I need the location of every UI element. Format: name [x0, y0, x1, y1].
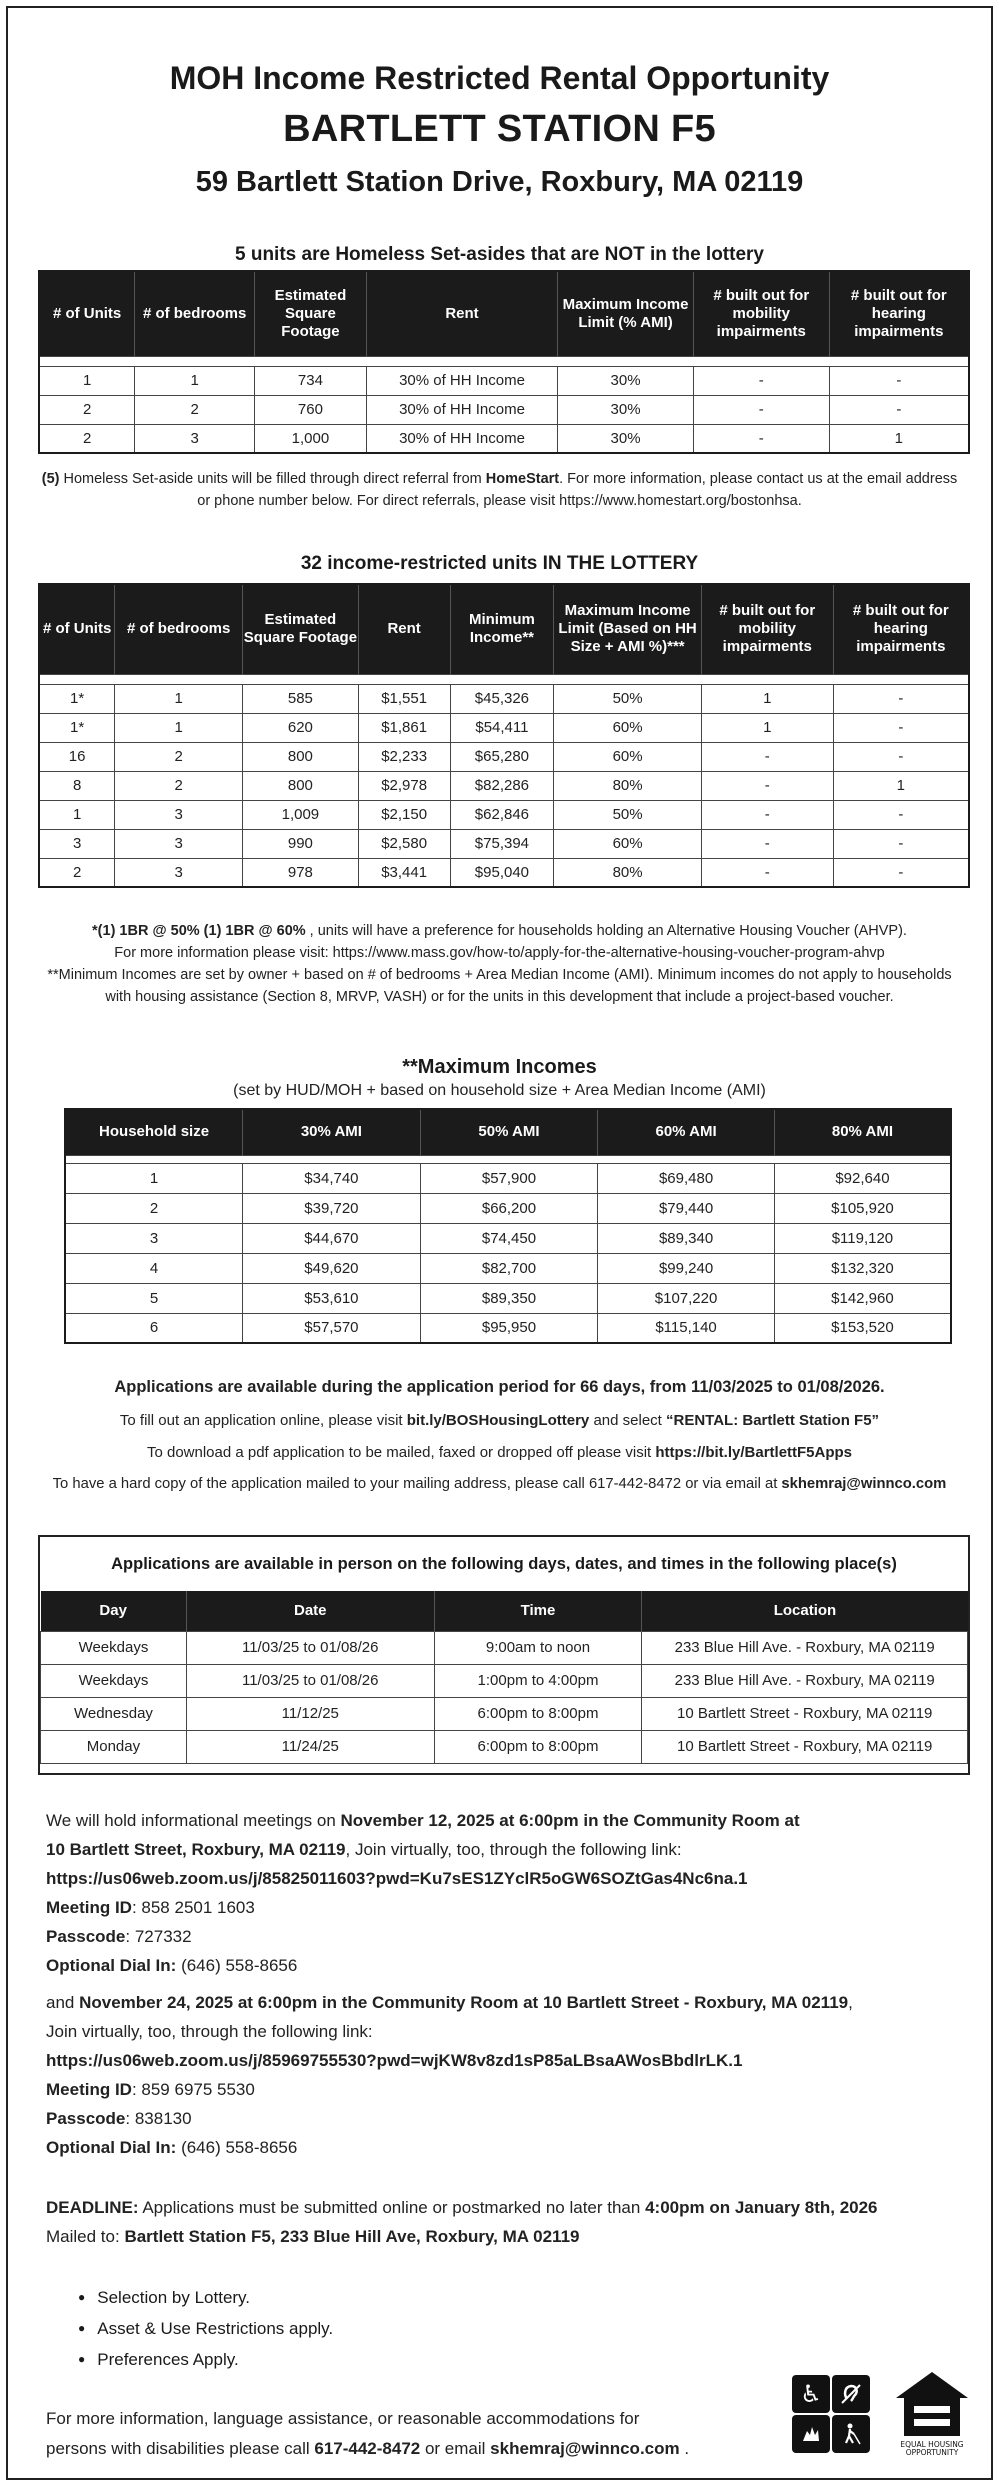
table-cell: 1,000: [255, 424, 367, 453]
application-mail: [8, 1476, 991, 1492]
accessibility-icons: [792, 2375, 870, 2453]
table-cell: -: [693, 395, 829, 424]
lottery-header-2: Estimated Square Footage: [243, 584, 359, 674]
table-cell: 11/24/25: [186, 1730, 434, 1763]
table-cell: 80%: [554, 771, 702, 800]
table-cell: 4: [65, 1253, 243, 1283]
title-line-1: MOH Income Restricted Rental Opportunity: [169, 60, 830, 96]
meeting-1-when: November 12, 2025 at 6:00pm in the Community Room at: [340, 1811, 800, 1830]
meeting-1-passcode: [46, 1922, 961, 1951]
lottery-note-1-rest: , units will have a preference for households holding an Alternative Housing Voucher (AHVP).: [305, 923, 907, 939]
in-person-table: [40, 1591, 968, 1764]
meeting-2-zoom-link[interactable]: https://us06web.zoom.us/j/85969755530?pwd=wjKW8v8zd1sP85aLBsaAWosBbdlrLK.1: [46, 2051, 743, 2070]
table-cell: $57,900: [420, 1163, 598, 1193]
footer-email[interactable]: skhemraj@winnco.com: [490, 2439, 680, 2458]
homeless-title: 5 units are Homeless Set-asides that are NOT in the lottery: [235, 244, 764, 265]
lottery-note-1-bold: *(1) 1BR @ 50% (1) 1BR @ 60%: [92, 923, 306, 939]
table-cell: 2: [39, 395, 135, 424]
lottery-header-5: Maximum Income Limit (Based on HH Size + AMI %)***: [554, 584, 702, 674]
application-online: [8, 1412, 991, 1429]
table-cell: 11/03/25 to 01/08/26: [186, 1631, 434, 1664]
table-cell: 6: [65, 1313, 243, 1343]
table-cell: 1: [829, 424, 969, 453]
spacer-cell: [65, 1155, 951, 1163]
max-incomes-header-0: Household size: [65, 1109, 243, 1155]
meeting-1-link[interactable]: [46, 1864, 961, 1893]
table-cell: $1,861: [358, 713, 450, 742]
table-cell: $132,320: [774, 1253, 951, 1283]
table-cell: 6:00pm to 8:00pm: [434, 1697, 642, 1730]
table-cell: -: [833, 800, 969, 829]
table-cell: $82,700: [420, 1253, 598, 1283]
homeless-header-4: Maximum Income Limit (% AMI): [558, 271, 694, 356]
lottery-header-1: # of bedrooms: [115, 584, 243, 674]
homeless-table: [38, 270, 970, 454]
lottery-table: [38, 583, 970, 888]
table-cell: -: [829, 366, 969, 395]
footer-call: persons with disabilities please call: [46, 2439, 315, 2458]
in-person-header-0: Day: [41, 1591, 187, 1631]
table-row: [65, 1193, 951, 1223]
table-cell: $75,394: [450, 829, 554, 858]
blind-walking-icon: [832, 2415, 870, 2453]
in-person-box: [38, 1535, 970, 1775]
table-cell: $2,978: [358, 771, 450, 800]
table-cell: 800: [243, 742, 359, 771]
title-line-2: BARTLETT STATION F5: [283, 108, 716, 150]
table-cell: $74,450: [420, 1223, 598, 1253]
equal-housing-logo: [892, 2368, 972, 2458]
table-row: [65, 1163, 951, 1193]
table-cell: 3: [65, 1223, 243, 1253]
meeting-1-id: [46, 1893, 961, 1922]
lottery-notes: [38, 920, 961, 1008]
table-cell: 1: [39, 366, 135, 395]
table-cell: 30% of HH Income: [366, 366, 557, 395]
application-pdf: [8, 1444, 991, 1461]
table-cell: $2,150: [358, 800, 450, 829]
meeting-1-intro: We will hold informational meetings on: [46, 1811, 341, 1830]
table-row: [65, 1253, 951, 1283]
table-cell: 1: [65, 1163, 243, 1193]
application-mail-text: To have a hard copy of the application mailed to your mailing address, please call 617-442-8472 or via email at: [52, 1476, 782, 1492]
spacer-cell: [39, 674, 969, 684]
table-cell: -: [833, 858, 969, 887]
table-cell: 30%: [558, 395, 694, 424]
deadline-label: DEADLINE:: [46, 2198, 139, 2217]
table-cell: -: [701, 829, 833, 858]
lottery-header-6: # built out for mobility impairments: [701, 584, 833, 674]
meeting-2-when: November 24, 2025 at 6:00pm in the Community Room at 10 Bartlett Street - Roxbury, MA 02119: [79, 1993, 849, 2012]
table-cell: $69,480: [598, 1163, 775, 1193]
homeless-header-2: Estimated Square Footage: [255, 271, 367, 356]
homeless-header-6: # built out for hearing impairments: [829, 271, 969, 356]
table-cell: Monday: [41, 1730, 187, 1763]
table-cell: $57,570: [243, 1313, 421, 1343]
table-cell: 50%: [554, 684, 702, 713]
table-cell: 80%: [554, 858, 702, 887]
table-row: [65, 1223, 951, 1253]
application-email-link[interactable]: skhemraj@winnco.com: [781, 1476, 947, 1492]
table-cell: $44,670: [243, 1223, 421, 1253]
table-cell: $34,740: [243, 1163, 421, 1193]
meeting-2-join: Join virtually, too, through the following link:: [46, 2022, 373, 2041]
table-cell: Weekdays: [41, 1664, 187, 1697]
table-cell: 10 Bartlett Street - Roxbury, MA 02119: [642, 1730, 968, 1763]
table-cell: -: [829, 395, 969, 424]
table-cell: $92,640: [774, 1163, 951, 1193]
max-incomes-header-row: [65, 1109, 951, 1155]
sign-language-icon: [792, 2415, 830, 2453]
meeting-2-pass-label: Passcode: [46, 2109, 126, 2128]
table-cell: 30%: [558, 366, 694, 395]
table-cell: 60%: [554, 829, 702, 858]
address-line: 59 Bartlett Station Drive, Roxbury, MA 02119: [195, 166, 804, 198]
wheelchair-icon: ♿: [792, 2375, 830, 2413]
footer-line-2: [46, 2434, 689, 2464]
table-cell: 30%: [558, 424, 694, 453]
meeting-2-id-label: Meeting ID: [46, 2080, 132, 2099]
in-person-header-2: Time: [434, 1591, 642, 1631]
max-incomes-header-1: 30% AMI: [243, 1109, 421, 1155]
meeting-2-id-value: : 859 6975 5530: [131, 2080, 255, 2099]
table-cell: -: [701, 858, 833, 887]
homeless-note: [38, 468, 961, 512]
bullet-list: [78, 2283, 333, 2376]
lottery-header-7: # built out for hearing impairments: [833, 584, 969, 674]
footer-phone[interactable]: 617-442-8472: [314, 2439, 421, 2458]
deadline-line-2: [46, 2222, 961, 2251]
table-cell: Weekdays: [41, 1631, 187, 1664]
homeless-note-text-a: Homeless Set-aside units will be filled through direct referral from: [59, 471, 486, 487]
in-person-header-1: Date: [186, 1591, 434, 1631]
table-cell: 60%: [554, 742, 702, 771]
table-cell: -: [833, 829, 969, 858]
spacer-row: [65, 1155, 951, 1163]
homeless-note-org: HomeStart: [485, 471, 560, 487]
table-cell: $2,233: [358, 742, 450, 771]
homeless-header-3: Rent: [366, 271, 557, 356]
table-cell: -: [701, 742, 833, 771]
eho-text-line-2: OPPORTUNITY: [905, 2448, 959, 2457]
meeting-1-dial-label: Optional Dial In:: [46, 1956, 177, 1975]
table-cell: 8: [39, 771, 115, 800]
table-row: [39, 771, 969, 800]
lottery-note-2: For more information please visit: https://www.mass.gov/how-to/apply-for-the-alternative-housing-voucher-program-ahvp: [114, 945, 885, 961]
table-cell: 1*: [39, 713, 115, 742]
max-incomes-header-2: 50% AMI: [420, 1109, 598, 1155]
table-row: [39, 829, 969, 858]
table-cell: 9:00am to noon: [434, 1631, 642, 1664]
meeting-1-id-label: Meeting ID: [46, 1898, 132, 1917]
meeting-2-pass-value: : 838130: [125, 2109, 192, 2128]
in-person-header-3: Location: [642, 1591, 968, 1631]
meeting-2-dial: [46, 2133, 961, 2162]
table-cell: 2: [115, 742, 243, 771]
table-cell: $45,326: [450, 684, 554, 713]
table-cell: $39,720: [243, 1193, 421, 1223]
table-cell: -: [833, 713, 969, 742]
table-cell: 1: [701, 684, 833, 713]
max-incomes-table: [64, 1108, 952, 1344]
max-incomes-header-3: 60% AMI: [598, 1109, 775, 1155]
table-cell: 760: [255, 395, 367, 424]
meeting-1-dial-value: (646) 558-8656: [176, 1956, 298, 1975]
eho-text-line-1: EQUAL HOUSING: [900, 2440, 964, 2449]
meeting-1-line-1: [46, 1806, 961, 1835]
lottery-header-row: [39, 584, 969, 674]
lottery-title: 32 income-restricted units IN THE LOTTERY: [300, 553, 699, 574]
footer-period: .: [679, 2439, 690, 2458]
table-cell: 2: [65, 1193, 243, 1223]
table-cell: $142,960: [774, 1283, 951, 1313]
table-row: [39, 684, 969, 713]
application-pdf-text: To download a pdf application to be mailed, faxed or dropped off please visit: [146, 1444, 656, 1461]
table-cell: 3: [115, 829, 243, 858]
table-cell: 10 Bartlett Street - Roxbury, MA 02119: [642, 1697, 968, 1730]
table-cell: 3: [115, 858, 243, 887]
table-row: [41, 1697, 968, 1730]
meeting-1-join: , Join virtually, too, through the following link:: [345, 1840, 682, 1859]
table-cell: 734: [255, 366, 367, 395]
mailed-to-label: Mailed to:: [46, 2227, 125, 2246]
in-person-body: [41, 1631, 968, 1763]
table-cell: 620: [243, 713, 359, 742]
table-cell: $62,846: [450, 800, 554, 829]
deadline-text: Applications must be submitted online or postmarked no later than: [138, 2198, 646, 2217]
hearing-icon: [832, 2375, 870, 2413]
table-cell: $1,551: [358, 684, 450, 713]
footer-or-email: or email: [420, 2439, 491, 2458]
application-online-select: “RENTAL: Bartlett Station F5”: [666, 1412, 880, 1429]
meeting-2-dial-label: Optional Dial In:: [46, 2138, 177, 2157]
homeless-header-5: # built out for mobility impairments: [693, 271, 829, 356]
table-row: [39, 395, 969, 424]
deadline-line-1: [46, 2193, 961, 2222]
spacer-cell: [39, 356, 969, 366]
lottery-header-0: # of Units: [39, 584, 115, 674]
table-cell: 585: [243, 684, 359, 713]
homeless-header-0: # of Units: [39, 271, 135, 356]
table-cell: 60%: [554, 713, 702, 742]
meeting-1-line-2: [46, 1835, 961, 1864]
spacer-row: [39, 356, 969, 366]
table-row: [39, 424, 969, 453]
table-row: [41, 1664, 968, 1697]
meeting-2: [46, 1988, 961, 2162]
homeless-note-text-b: . For more information, please contact us at the email address or phone number below. For direct referrals, please visit https://www.homestart.org/bostonhsa.: [197, 471, 958, 509]
table-cell: 1: [115, 684, 243, 713]
table-cell: -: [693, 366, 829, 395]
bullet-item: ● Selection by Lottery.: [78, 2283, 333, 2314]
table-cell: 16: [39, 742, 115, 771]
homeless-body: [39, 356, 969, 453]
lottery-header-4: Minimum Income**: [450, 584, 554, 674]
table-cell: $89,350: [420, 1283, 598, 1313]
table-row: [41, 1631, 968, 1664]
table-cell: 3: [135, 424, 255, 453]
meeting-2-passcode: [46, 2104, 961, 2133]
table-cell: $65,280: [450, 742, 554, 771]
equal-housing-icon: [892, 2368, 972, 2458]
table-row: [39, 366, 969, 395]
table-row: [39, 742, 969, 771]
table-row: [65, 1313, 951, 1343]
table-row: [39, 800, 969, 829]
flyer-page: [6, 6, 993, 2480]
max-incomes-title: **Maximum Incomes: [402, 1056, 597, 1078]
table-cell: 11/03/25 to 01/08/26: [186, 1664, 434, 1697]
lottery-body: [39, 674, 969, 887]
table-cell: 978: [243, 858, 359, 887]
table-cell: 2: [115, 771, 243, 800]
table-row: [39, 713, 969, 742]
table-cell: 3: [39, 829, 115, 858]
table-cell: $89,340: [598, 1223, 775, 1253]
table-cell: 11/12/25: [186, 1697, 434, 1730]
table-cell: 50%: [554, 800, 702, 829]
bullet-item: ● Preferences Apply.: [78, 2345, 333, 2376]
meeting-1: [46, 1806, 961, 1980]
deadline: [46, 2193, 961, 2251]
table-cell: $82,286: [450, 771, 554, 800]
table-cell: 1: [701, 713, 833, 742]
table-cell: 233 Blue Hill Ave. - Roxbury, MA 02119: [642, 1631, 968, 1664]
table-cell: $54,411: [450, 713, 554, 742]
spacer-row: [39, 674, 969, 684]
footer-line-1: For more information, language assistance, or reasonable accommodations for: [46, 2409, 640, 2428]
max-incomes-subtitle: (set by HUD/MOH + based on household size + Area Median Income (AMI): [233, 1082, 766, 1099]
table-cell: $79,440: [598, 1193, 775, 1223]
table-cell: 2: [39, 858, 115, 887]
meeting-2-id: [46, 2075, 961, 2104]
meeting-2-line-1: [46, 1988, 961, 2017]
meeting-1-pass-value: : 727332: [125, 1927, 192, 1946]
table-cell: $105,920: [774, 1193, 951, 1223]
table-cell: 1: [39, 800, 115, 829]
table-cell: $153,520: [774, 1313, 951, 1343]
table-cell: $53,610: [243, 1283, 421, 1313]
lottery-note-3: **Minimum Incomes are set by owner + based on # of bedrooms + Area Median Income (AMI). Minimum incomes do not apply to households with housing assistance (Section 8, MRVP, VASH) or for the units in this development that include a project-based voucher.: [47, 967, 952, 1005]
table-cell: $99,240: [598, 1253, 775, 1283]
mailed-to-address: Bartlett Station F5, 233 Blue Hill Ave, Roxbury, MA 02119: [124, 2227, 580, 2246]
deadline-time: 4:00pm on January 8th, 2026: [645, 2198, 878, 2217]
meeting-1-dial: [46, 1951, 961, 1980]
meeting-2-link[interactable]: [46, 2046, 961, 2075]
in-person-title: Applications are available in person on the following days, dates, and times in the following place(s): [111, 1555, 897, 1573]
in-person-header-row: [41, 1591, 968, 1631]
lottery-header-3: Rent: [358, 584, 450, 674]
meeting-2-comma: ,: [848, 1993, 853, 2012]
max-incomes-body: [65, 1155, 951, 1343]
meeting-1-pass-label: Passcode: [46, 1927, 126, 1946]
application-online-and: and select: [589, 1412, 666, 1429]
table-cell: 5: [65, 1283, 243, 1313]
table-cell: Wednesday: [41, 1697, 187, 1730]
table-cell: 2: [135, 395, 255, 424]
table-cell: $66,200: [420, 1193, 598, 1223]
table-cell: 1:00pm to 4:00pm: [434, 1664, 642, 1697]
footer-contact: [46, 2404, 689, 2464]
meeting-2-intro: and: [46, 1993, 80, 2012]
table-cell: $49,620: [243, 1253, 421, 1283]
table-cell: 1,009: [243, 800, 359, 829]
homeless-header-1: # of bedrooms: [135, 271, 255, 356]
meeting-1-where: 10 Bartlett Street, Roxbury, MA 02119: [46, 1840, 346, 1859]
max-incomes-header-4: 80% AMI: [774, 1109, 951, 1155]
table-cell: 1: [833, 771, 969, 800]
table-row: [65, 1283, 951, 1313]
table-cell: 233 Blue Hill Ave. - Roxbury, MA 02119: [642, 1664, 968, 1697]
table-cell: $119,120: [774, 1223, 951, 1253]
table-cell: -: [833, 684, 969, 713]
table-cell: $2,580: [358, 829, 450, 858]
table-cell: 6:00pm to 8:00pm: [434, 1730, 642, 1763]
homeless-header-row: [39, 271, 969, 356]
table-cell: 800: [243, 771, 359, 800]
table-cell: -: [833, 742, 969, 771]
meeting-2-dial-value: (646) 558-8656: [176, 2138, 298, 2157]
table-cell: 3: [115, 800, 243, 829]
lottery-note-1: [38, 920, 961, 942]
table-cell: -: [701, 771, 833, 800]
table-cell: 1*: [39, 684, 115, 713]
meeting-1-id-value: : 858 2501 1603: [131, 1898, 255, 1917]
table-cell: 30% of HH Income: [366, 424, 557, 453]
homeless-note-count: (5): [41, 471, 60, 487]
table-cell: 30% of HH Income: [366, 395, 557, 424]
table-cell: $95,950: [420, 1313, 598, 1343]
meeting-1-zoom-link[interactable]: https://us06web.zoom.us/j/85825011603?pwd=Ku7sES1ZYclR5oGW6SOZtGas4Nc6na.1: [46, 1869, 748, 1888]
application-period: Applications are available during the application period for 66 days, from 11/03/2025 to 01/08/2026.: [114, 1378, 885, 1396]
table-row: [41, 1730, 968, 1763]
lottery-link[interactable]: bit.ly/BOSHousingLottery: [406, 1412, 590, 1429]
table-cell: 2: [39, 424, 135, 453]
table-cell: $95,040: [450, 858, 554, 887]
pdf-application-link[interactable]: https://bit.ly/BartlettF5Apps: [655, 1444, 853, 1461]
table-cell: $107,220: [598, 1283, 775, 1313]
table-cell: 990: [243, 829, 359, 858]
table-cell: $3,441: [358, 858, 450, 887]
table-cell: -: [693, 424, 829, 453]
table-cell: 1: [135, 366, 255, 395]
bullet-item: ● Asset & Use Restrictions apply.: [78, 2314, 333, 2345]
application-online-text: To fill out an application online, please visit: [119, 1412, 407, 1429]
table-cell: -: [701, 800, 833, 829]
table-cell: 1: [115, 713, 243, 742]
table-row: [39, 858, 969, 887]
table-cell: $115,140: [598, 1313, 775, 1343]
